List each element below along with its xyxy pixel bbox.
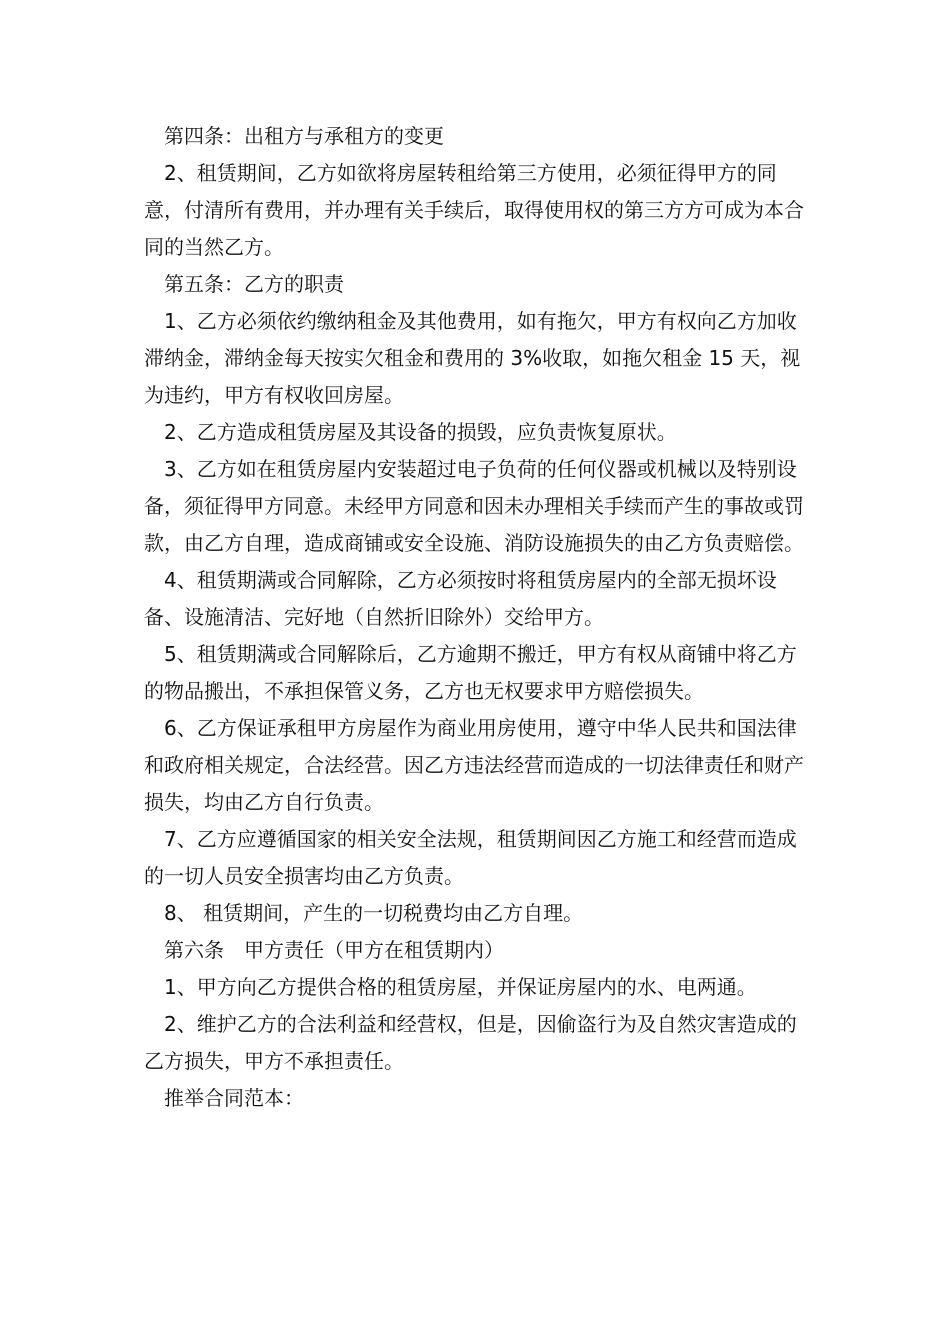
article-4-clause-2: 2、租赁期间，乙方如欲将房屋转租给第三方使用，必须征得甲方的同意，付清所有费用，并办理有关手续后，取得使用权的第三方方可成为本合同的当然乙方。 bbox=[144, 161, 804, 259]
article-5-clause-1: 1、乙方必须依约缴纳租金及其他费用，如有拖欠，甲方有权向乙方加收滞纳金，滞纳金每天按实欠租金和费用的 3%收取，如拖欠租金 15 天，视为违约，甲方有权收回房屋。 bbox=[144, 309, 801, 407]
recommended-template-label: 推举合同范本： bbox=[164, 1086, 304, 1110]
article-5-clause-5: 5、租赁期满或合同解除后，乙方逾期不搬迁，甲方有权从商铺中将乙方的物品搬出，不承担保管义务，乙方也无权要求甲方赔偿损失。 bbox=[144, 642, 797, 703]
article-5-clause-3: 3、乙方如在租赁房屋内安装超过电子负荷的任何仪器或机械以及特别设备，须征得甲方同意。未经甲方同意和因未办理相关手续而产生的事故或罚款，由乙方自理，造成商铺或安全设施、消防设施损失的由乙方负责赔偿。 bbox=[144, 457, 804, 555]
article-5-clause-8: 8、 租赁期间，产生的一切税费均由乙方自理。 bbox=[164, 901, 584, 925]
article-4-heading: 第四条：出租方与承租方的变更 bbox=[164, 124, 444, 148]
article-5-clause-7: 7、乙方应遵循国家的相关安全法规，租赁期间因乙方施工和经营而造成的一切人员安全损害均由乙方负责。 bbox=[144, 827, 797, 888]
article-6-clause-1: 1、甲方向乙方提供合格的租赁房屋，并保证房屋内的水、电两通。 bbox=[164, 975, 757, 999]
article-6-clause-2: 2、维护乙方的合法利益和经营权，但是，因偷盗行为及自然灾害造成的乙方损失，甲方不承担责任。 bbox=[144, 1012, 797, 1073]
article-6-heading: 第六条 甲方责任（甲方在租赁期内） bbox=[164, 938, 504, 962]
document-body bbox=[144, 118, 810, 1117]
article-5-heading: 第五条：乙方的职责 bbox=[164, 272, 344, 296]
article-5-clause-4: 4、租赁期满或合同解除，乙方必须按时将租赁房屋内的全部无损坏设备、设施清洁、完好地（自然折旧除外）交给甲方。 bbox=[144, 568, 777, 629]
article-5-clause-6: 6、乙方保证承租甲方房屋作为商业用房使用，遵守中华人民共和国法律和政府相关规定，合法经营。因乙方违法经营而造成的一切法律责任和财产损失，均由乙方自行负责。 bbox=[144, 716, 804, 814]
article-5-clause-2: 2、乙方造成租赁房屋及其设备的损毁，应负责恢复原状。 bbox=[164, 420, 677, 444]
